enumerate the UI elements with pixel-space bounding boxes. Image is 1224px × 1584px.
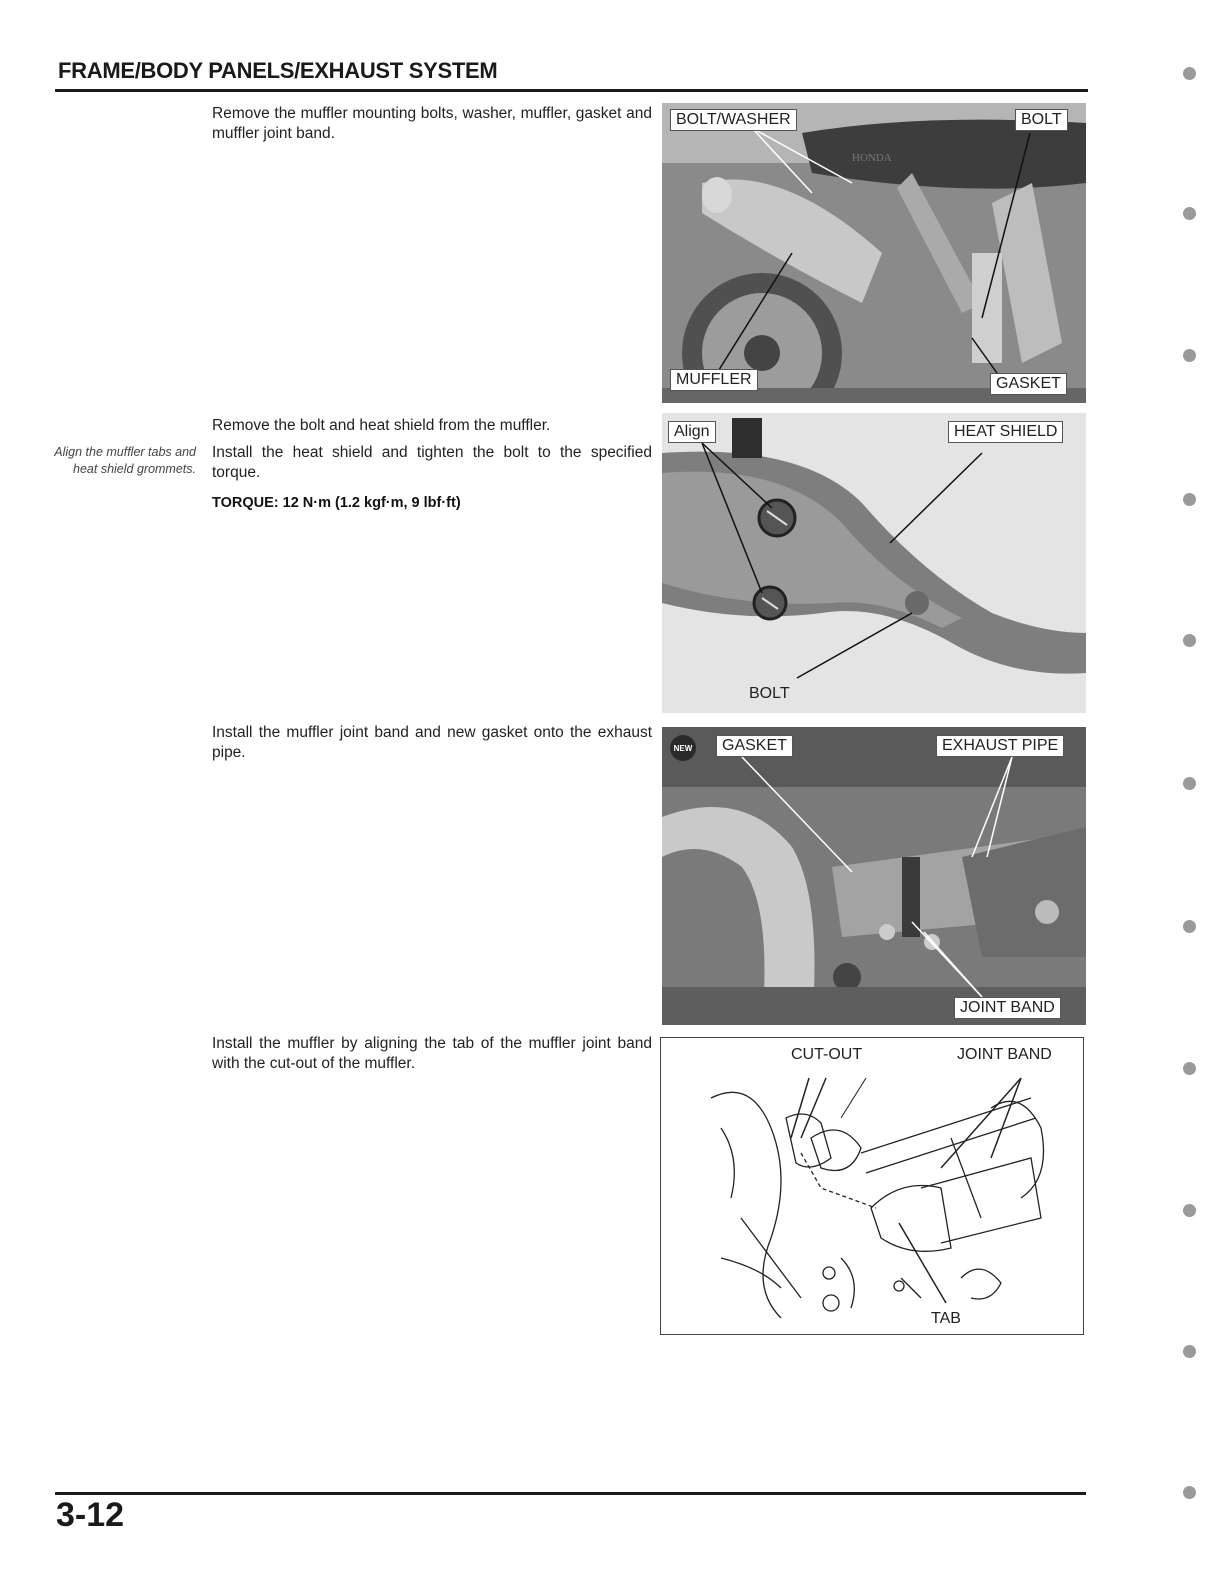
- label-bolt-bottom: BOLT: [749, 685, 790, 702]
- cutout-line-drawing: [661, 1038, 1083, 1334]
- muffler-photo: [662, 103, 1086, 403]
- label-cut-out: CUT-OUT: [791, 1046, 863, 1063]
- binder-hole: [1183, 207, 1196, 220]
- step-install-muffler: Install the muffler by aligning the tab of the muffler joint band with the cut-out of the muffler.: [212, 1035, 652, 1072]
- step-install-heat-shield: Install the heat shield and tighten the bolt to the specified torque.: [212, 444, 652, 481]
- label-muffler: MUFFLER: [670, 369, 758, 391]
- binder-hole: [1183, 1204, 1196, 1217]
- new-part-icon: NEW: [670, 735, 696, 761]
- label-joint-band: JOINT BAND: [954, 997, 1061, 1019]
- header-rule: [55, 89, 1088, 92]
- binder-hole: [1183, 1062, 1196, 1075]
- binder-hole: [1183, 349, 1196, 362]
- label-heat-shield: HEAT SHIELD: [948, 421, 1063, 443]
- figure-exhaust-pipe: [662, 727, 1086, 1025]
- binder-hole: [1183, 777, 1196, 790]
- label-exhaust-pipe: EXHAUST PIPE: [936, 735, 1064, 757]
- label-tab: TAB: [931, 1310, 961, 1327]
- heat-shield-photo: [662, 413, 1086, 713]
- torque-spec: TORQUE: 12 N·m (1.2 kgf·m, 9 lbf·ft): [212, 495, 461, 511]
- binder-hole: [1183, 920, 1196, 933]
- binder-hole: [1183, 1486, 1196, 1499]
- label-gasket: GASKET: [990, 373, 1067, 395]
- seat-brand-text: HONDA: [852, 152, 892, 164]
- figure-heat-shield: [662, 413, 1086, 713]
- step-remove-muffler: Remove the muffler mounting bolts, washer, muffler, gasket and muffler joint band.: [212, 105, 652, 142]
- figure-muffler-removal: [662, 103, 1086, 403]
- footer-rule: [55, 1492, 1086, 1495]
- label-joint-band-diagram: JOINT BAND: [957, 1046, 1052, 1063]
- figure-cutout-diagram: [660, 1037, 1084, 1335]
- side-note-align: Align the muffler tabs and heat shield grommets.: [54, 445, 196, 476]
- label-align: Align: [668, 421, 716, 443]
- label-bolt-washer: BOLT/WASHER: [670, 109, 797, 131]
- exhaust-pipe-photo: [662, 727, 1086, 1025]
- binder-hole: [1183, 67, 1196, 80]
- section-title: FRAME/BODY PANELS/EXHAUST SYSTEM: [58, 58, 498, 83]
- binder-hole: [1183, 493, 1196, 506]
- step-remove-heat-shield: Remove the bolt and heat shield from the muffler.: [212, 417, 551, 434]
- label-gasket-new: GASKET: [716, 735, 793, 757]
- step-install-joint-band: Install the muffler joint band and new gasket onto the exhaust pipe.: [212, 724, 652, 761]
- page-number: 3-12: [56, 1496, 125, 1534]
- binder-hole: [1183, 634, 1196, 647]
- binder-hole: [1183, 1345, 1196, 1358]
- label-bolt: BOLT: [1015, 109, 1068, 131]
